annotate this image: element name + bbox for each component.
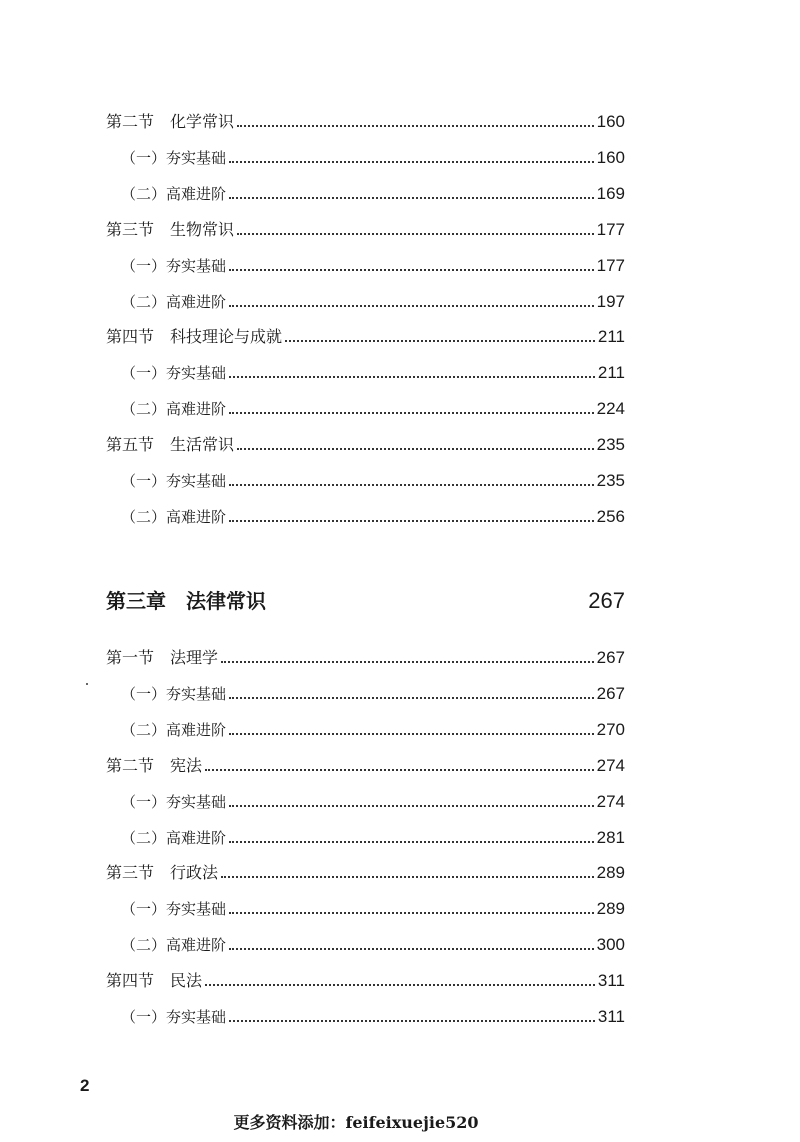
dot-leader xyxy=(221,661,594,663)
dot-leader xyxy=(229,697,594,699)
toc-subsection-entry[interactable] xyxy=(121,357,625,383)
toc-section-entry[interactable] xyxy=(106,857,625,883)
dot-leader xyxy=(229,733,594,735)
entry-label: 第四节 民法 xyxy=(106,971,203,991)
dot-leader xyxy=(229,912,594,914)
entry-page-number: 281 xyxy=(596,827,625,847)
dot-leader xyxy=(229,520,594,522)
entry-page-number: 270 xyxy=(596,719,625,739)
entry-page-number: 224 xyxy=(596,399,625,419)
toc-subsection-entry[interactable] xyxy=(121,786,625,812)
entry-label: （二）高难进阶 xyxy=(121,184,227,203)
dot-leader xyxy=(229,412,594,414)
toc-subsection-entry[interactable] xyxy=(121,178,625,204)
entry-label: （一）夯实基础 xyxy=(121,148,227,167)
dot-leader xyxy=(229,484,594,486)
toc-section-entry[interactable] xyxy=(106,106,625,132)
toc-subsection-entry[interactable] xyxy=(121,678,625,704)
entry-page-number: 267 xyxy=(596,683,625,703)
entry-page-number: 160 xyxy=(596,147,625,167)
toc-subsection-entry[interactable] xyxy=(121,465,625,491)
entry-page-number: 177 xyxy=(596,219,625,239)
entry-page-number: 211 xyxy=(597,327,625,347)
page-number: 2 xyxy=(80,1076,90,1095)
entry-label: 第三节 生物常识 xyxy=(106,219,235,239)
entry-page-number: 300 xyxy=(596,935,625,955)
toc-subsection-entry[interactable] xyxy=(121,250,625,276)
dot-leader xyxy=(221,876,594,878)
dot-leader xyxy=(285,340,595,342)
dot-leader xyxy=(229,161,594,163)
dot-leader xyxy=(229,841,594,843)
dot-leader xyxy=(229,1020,595,1022)
toc-section-entry[interactable] xyxy=(106,214,625,240)
toc-subsection-entry[interactable] xyxy=(121,893,625,919)
toc-subsection-entry[interactable] xyxy=(121,142,625,168)
dot-leader xyxy=(237,125,594,127)
chapter-heading[interactable] xyxy=(106,582,625,614)
toc-section-entry[interactable] xyxy=(106,965,625,991)
entry-label: 第三节 行政法 xyxy=(106,863,219,883)
entry-page-number: 197 xyxy=(596,291,625,311)
entry-page-number: 169 xyxy=(596,183,625,203)
entry-label: （一）夯实基础 xyxy=(121,472,227,490)
entry-label: （一）夯实基础 xyxy=(121,684,227,703)
entry-label: （一）夯实基础 xyxy=(121,364,227,383)
entry-label: （二）高难进阶 xyxy=(121,292,227,311)
dot-leader xyxy=(229,948,594,950)
entry-page-number: 235 xyxy=(596,435,625,455)
toc-subsection-entry[interactable] xyxy=(121,929,625,955)
entry-label: 第二节 宪法 xyxy=(106,755,203,775)
scan-speck xyxy=(86,683,88,685)
entry-page-number: 211 xyxy=(597,363,625,383)
entry-label: （一）夯实基础 xyxy=(121,792,227,811)
dot-leader xyxy=(229,805,594,807)
entry-page-number: 160 xyxy=(596,112,625,131)
toc-subsection-entry[interactable] xyxy=(121,714,625,740)
entry-label: 第二节 化学常识 xyxy=(106,112,235,131)
entry-page-number: 289 xyxy=(596,863,625,883)
entry-page-number: 274 xyxy=(596,791,625,811)
dot-leader xyxy=(205,984,595,986)
toc-section-entry[interactable] xyxy=(106,750,625,776)
entry-page-number: 289 xyxy=(596,899,625,919)
chapter-title: 第三章 法律常识 xyxy=(106,589,266,613)
toc-section-entry[interactable] xyxy=(106,429,625,455)
entry-label: （一）夯实基础 xyxy=(121,1008,227,1026)
entry-page-number: 274 xyxy=(596,755,625,775)
dot-leader xyxy=(205,769,594,771)
entry-page-number: 177 xyxy=(596,255,625,275)
chapter-page: 267 xyxy=(588,588,625,613)
entry-label: 第一节 法理学 xyxy=(106,648,219,667)
dot-leader xyxy=(229,305,594,307)
entry-label: （二）高难进阶 xyxy=(121,936,227,955)
entry-label: （二）高难进阶 xyxy=(121,507,227,526)
toc-section-entry[interactable] xyxy=(106,321,625,347)
dot-leader xyxy=(229,269,594,271)
entry-label: （一）夯实基础 xyxy=(121,256,227,275)
entry-page-number: 256 xyxy=(596,506,625,526)
toc-subsection-entry[interactable] xyxy=(121,501,625,527)
dot-leader xyxy=(229,376,595,378)
dot-leader xyxy=(237,233,594,235)
entry-label: （二）高难进阶 xyxy=(121,720,227,739)
entry-page-number: 267 xyxy=(596,648,625,667)
entry-page-number: 311 xyxy=(597,1007,625,1026)
toc-section-entry[interactable] xyxy=(106,642,625,668)
entry-label: （二）高难进阶 xyxy=(121,828,227,847)
dot-leader xyxy=(229,197,594,199)
toc-subsection-entry[interactable] xyxy=(121,1001,625,1027)
entry-label: （一）夯实基础 xyxy=(121,900,227,919)
toc-subsection-entry[interactable] xyxy=(121,822,625,848)
entry-page-number: 235 xyxy=(596,471,625,490)
entry-label: 第五节 生活常识 xyxy=(106,435,235,455)
toc-subsection-entry[interactable] xyxy=(121,393,625,419)
toc-subsection-entry[interactable] xyxy=(121,286,625,312)
entry-label: （二）高难进阶 xyxy=(121,400,227,419)
footer-note: 更多资料添加：feifeixuejie520 xyxy=(233,1113,479,1132)
entry-page-number: 311 xyxy=(597,971,625,991)
dot-leader xyxy=(237,448,594,450)
entry-label: 第四节 科技理论与成就 xyxy=(106,327,283,347)
